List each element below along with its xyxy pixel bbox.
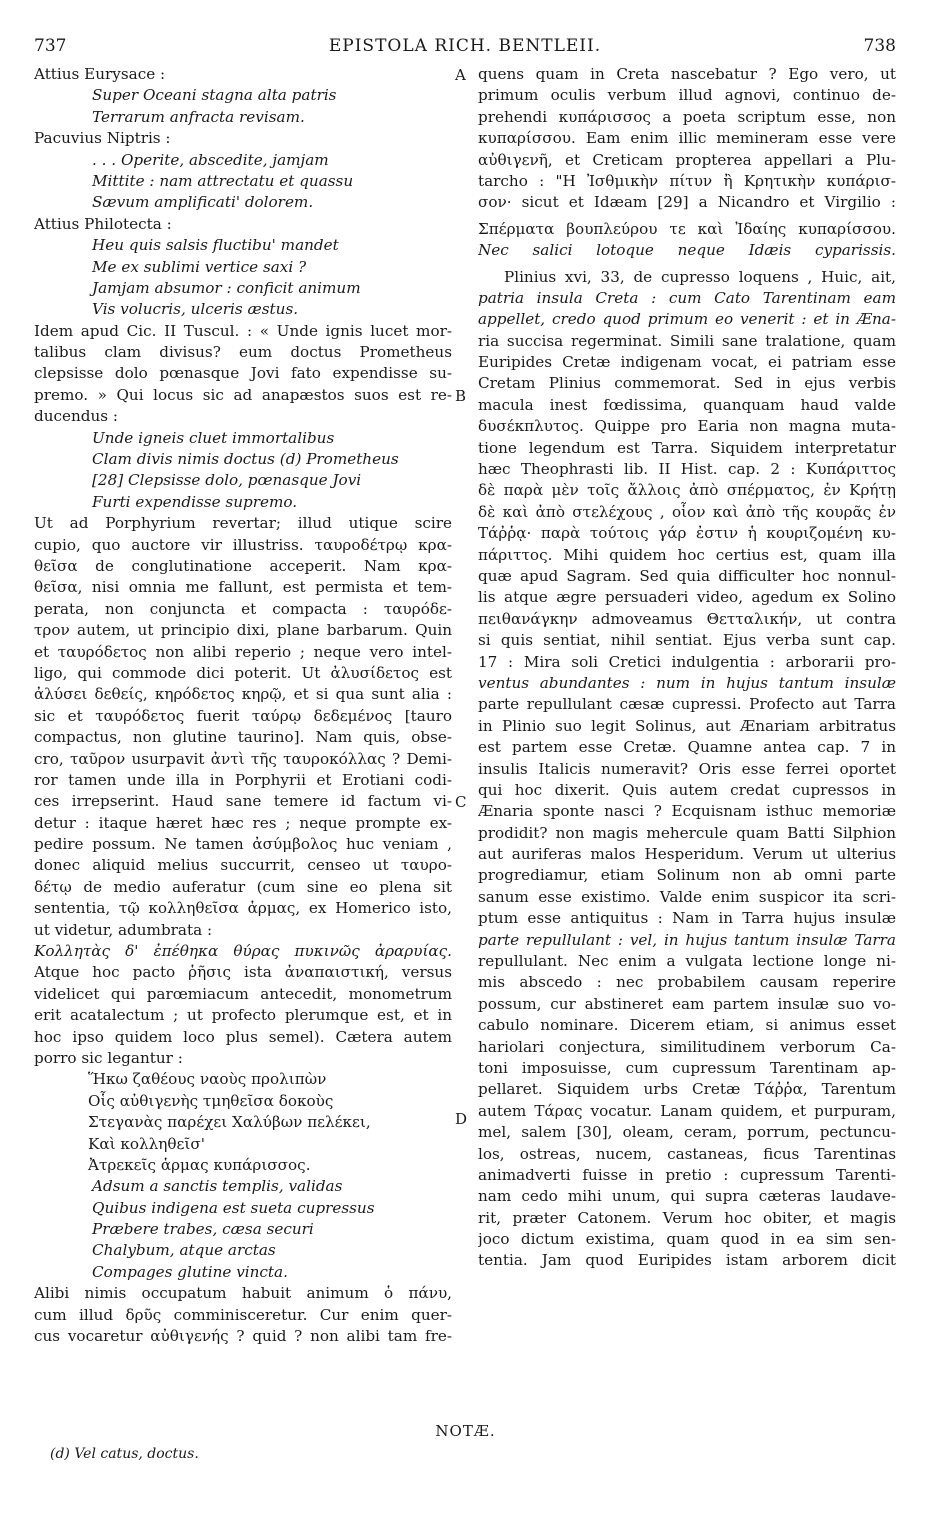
margin-marker-c: C xyxy=(455,793,467,811)
text-line: compactus, non glutine taurino]. Nam quis, obse- xyxy=(34,728,452,747)
margin-marker-b: B xyxy=(455,387,467,405)
text-line: Me ex sublimi vertice saxi ? xyxy=(92,257,307,276)
text-line: . . . Operite, abscedite, jamjam xyxy=(92,150,329,169)
text-line: lis atque ægre persuaderi video, agedum ex Solino xyxy=(478,588,896,607)
text-line: δὲ καὶ ἀπὸ στελέχους , οἷον καὶ ἀπὸ τῆς κουρᾶς ἐν xyxy=(478,502,896,521)
text-line: erit acatalectum ; ut profecto plerumque est, et in xyxy=(34,1006,452,1025)
text-line: Σπέρματα βουπλεύρου τε καὶ Ἰδαίης κυπαρίσσου. xyxy=(478,219,896,238)
text-line: Vis volucris, ulceris æstus. xyxy=(92,300,299,319)
page-header xyxy=(34,36,896,62)
text-line: nam cedo mihi unum, qui supra cæteras laudave- xyxy=(478,1187,896,1206)
text-line: progrediamur, etiam Solinum non ab omni parte xyxy=(478,866,896,885)
text-line: Attius Eurysace : xyxy=(34,65,166,83)
text-line: pellaret. Siquidem urbs Cretæ Τάῤῥα, Tarentum xyxy=(478,1080,896,1099)
text-line: tione legendum est Tarra. Siquidem interpretatur xyxy=(478,438,896,457)
text-line: Idem apud Cic. II Tuscul. : « Unde ignis lucet mor- xyxy=(34,321,452,340)
text-line: κυπαρίσσου. Eam enim illic memineram esse vere xyxy=(478,129,896,148)
text-line: θεῖσα, nisi omnia me fallunt, est permista et tem- xyxy=(34,578,452,597)
text-line: Pacuvius Niptris : xyxy=(34,129,171,148)
text-line: Jamjam absumor : conficit animum xyxy=(92,278,361,297)
text-line: est partem esse Cretæ. Quamne antea cap. 7 in xyxy=(478,738,896,757)
text-line: sanum esse existimo. Valde enim suspicor ita scri- xyxy=(478,887,896,906)
text-line: ligo, qui commode dici poterit. Ut ἀλυσίδετος est xyxy=(34,663,452,682)
text-line: premo. » Qui locus sic ad anapæstos suos est re- xyxy=(34,385,452,404)
footnote: (d) Vel catus, doctus. xyxy=(50,1446,199,1462)
text-line: cupio, quo auctore vir illustriss. ταυροδέτρῳ κρα- xyxy=(34,535,452,554)
text-line: mel, salem [30], oleam, ceram, porrum, pectuncu- xyxy=(478,1123,896,1142)
text-line: animadverti fuisse in pretio : cupressum Tarenti- xyxy=(478,1165,896,1184)
text-line: possum, cur abstineret eam partem insulæ suo vo- xyxy=(478,994,896,1013)
text-line: Heu quis salsis fluctibu' mandet xyxy=(92,236,339,255)
text-line: quens quam in Creta nascebatur ? Ego vero, ut xyxy=(478,65,896,83)
text-line: tarcho : "Η Ἰσθμικὴν πίτυν ἢ Κρητικὴν κυπάρισ- xyxy=(478,171,896,190)
text-line: mis abscedo : nec probabilem causam reperire xyxy=(478,973,896,992)
text-line: sic et ταυρόδετος fuerit ταύρῳ δεδεμένος [tauro xyxy=(34,706,452,725)
text-line: prodidit? non magis mehercule quam Batti Silphion xyxy=(478,823,896,842)
text-line: Terrarum anfracta revisam. xyxy=(92,107,305,126)
text-line: Plinius xvi, 33, de cupresso loquens , Huic, ait, xyxy=(504,267,896,286)
text-line: parte repullulant : vel, in hujus tantum insulæ Tarra xyxy=(478,930,896,949)
text-line: Super Oceani stagna alta patris xyxy=(92,86,337,105)
text-line: πειθανάγκην admoveamus Θετταλικήν, ut contra xyxy=(478,609,896,628)
margin-marker-a: A xyxy=(455,66,466,84)
text-line: Furti expendisse supremo. xyxy=(92,492,298,511)
running-title: EPISTOLA RICH. BENTLEII. xyxy=(328,36,602,56)
text-line: cabulo nominare. Dicerem etiam, si animus esset xyxy=(478,1016,896,1035)
text-line: donec aliquid melius succurrit, censeo ut ταυρο- xyxy=(34,856,452,875)
text-line: Præbere trabes, cæsa securi xyxy=(92,1220,314,1239)
text-line: ptum esse antiquitus : Nam in Tarra hujus insulæ xyxy=(478,909,896,928)
text-line: insulis Italicis numeravit? Oris esse ferrei oportet xyxy=(478,759,896,778)
text-line: pedire possum. Ne tamen ἀσύμβολος huc veniam , xyxy=(34,835,452,854)
text-line: δυσέκπλυτος. Quippe pro Earia non magna muta- xyxy=(478,417,896,436)
text-line: Atque hoc pacto ῥῆσις ista ἀναπαιστική, versus xyxy=(34,963,452,982)
text-line: Ἥκω ζαθέους ναοὺς προλιπὼν xyxy=(88,1070,327,1089)
text-line: rit, præter Catonem. Verum hoc obiter, et magis xyxy=(478,1208,896,1227)
text-line: ror tamen unde illa in Porphyrii et Erotiani codi- xyxy=(34,770,452,789)
text-line: clepsisse dolo pœnasque Jovi fato expendisse su- xyxy=(34,364,452,383)
text-line: et ταυρόδετος non alibi reperio ; neque vero intel- xyxy=(34,642,452,661)
text-line: ducendus : xyxy=(34,407,119,426)
page-number-right: 738 xyxy=(863,36,896,56)
text-line: hæc Theophrasti lib. II Hist. cap. 2 : Κυπάριττος xyxy=(478,460,896,479)
text-line: ut videtur, adumbrata : xyxy=(34,920,213,939)
text-line: Ænaria sponte nasci ? Ecquisnam isthuc memoriæ xyxy=(478,802,896,821)
text-line: δέτῳ de medio auferatur (cum sine eo plena sit xyxy=(34,877,452,896)
text-line: in Plinio suo legit Solinus, aut Ænariam arbitratus xyxy=(478,716,896,735)
text-line: Ἀτρεκεῖς ἁρμας κυπάρισσος. xyxy=(88,1155,311,1174)
text-line: [28] Clepsisse dolo, pœnasque Jovi xyxy=(92,471,362,490)
text-line: los, ostreas, nucem, castaneas, ficus Tarentinas xyxy=(478,1144,896,1163)
text-line: αὐθιγενῆ, et Creticam propterea appellari a Plu- xyxy=(478,150,896,169)
text-line: sententia, τῷ κολληθεῖσα ἁρμας, ex Homerico isto, xyxy=(34,899,452,918)
text-line: videlicet qui parœmiacum antecedit, monometrum xyxy=(34,984,452,1003)
text-line: Κολλητὰς δ' ἐπέθηκα θύρας πυκινῶς ἀραρυίας. xyxy=(34,942,452,961)
text-line: Unde igneis cluet immortalibus xyxy=(92,428,335,447)
text-line: ἀλύσει δεθείς, κηρόδετος κηρῷ, et si qua sunt alia : xyxy=(34,685,452,704)
text-line: Στεγανὰς παρέχει Χαλύβων πελέκει, xyxy=(88,1113,371,1132)
text-line: joco dictum existima, quam quod in ea sim sen- xyxy=(478,1230,896,1249)
text-line: quæ apud Sagram. Sed quia difficulter hoc nonnul- xyxy=(478,566,896,585)
left-column xyxy=(34,64,452,1347)
text-line: ria succisa regerminat. Simili sane tralatione, quam xyxy=(478,331,896,350)
text-line: ces irrepserint. Haud sane temere id factum vi- xyxy=(34,792,452,811)
text-line: σον· sicut et Idæam [29] a Nicandro et Virgilio : xyxy=(478,193,896,212)
text-line: θεῖσα de conglutinatione acceperit. Nam κρα- xyxy=(34,556,452,575)
text-line: τρον autem, ut principio dixi, plane barbarum. Quin xyxy=(34,621,452,640)
text-line: qui hoc dixerit. Quis autem credat cupressos in xyxy=(478,780,896,799)
text-line: δὲ παρὰ μὲν τοῖς ἄλλοις ἀπὸ σπέρματος, ἐν Κρήτῃ xyxy=(478,481,896,500)
text-line: Mittite : nam attrectatu et quassu xyxy=(92,171,354,190)
text-line: 17 : Mira soli Cretici indulgentia : arborarii pro- xyxy=(478,652,896,671)
text-line: si quis sentiat, nihil sentiat. Ejus verba sunt cap. xyxy=(478,631,896,650)
text-line: Quibus indigena est sueta cupressus xyxy=(92,1198,375,1217)
text-line: hoc ipso quidem loco plus semel). Cætera autem xyxy=(34,1027,452,1046)
text-line: cum illud δρῦς comminisceretur. Cur enim quer- xyxy=(34,1305,452,1324)
text-line: tentia. Jam quod Euripides istam arborem dicit xyxy=(478,1251,896,1270)
text-line: Euripides Cretæ indigenam vocat, ei patriam esse xyxy=(478,353,896,372)
text-line: prehendi κυπάρισσος a poeta scriptum esse, non xyxy=(478,107,896,126)
text-line: ventus abundantes : num in hujus tantum insulæ xyxy=(478,673,896,692)
text-line: Καὶ κολληθεῖσ' xyxy=(88,1134,205,1153)
text-line: hariolari conjectura, similitudinem verborum Ca- xyxy=(478,1037,896,1056)
text-line: Clam divis nimis doctus (d) Prometheus xyxy=(92,450,399,469)
text-line: cro, ταῦρον usurpavit ἀντὶ τῆς ταυροκόλλας ? Demi- xyxy=(34,749,452,768)
text-line: Nec salici lotoque neque Idæis cyparissis. xyxy=(478,241,896,260)
text-line: macula inest fœdissima, quanquam haud valde xyxy=(478,395,896,414)
right-column xyxy=(478,64,896,1272)
page-number-left: 737 xyxy=(34,36,67,56)
text-line: cus vocaretur αὐθιγενής ? quid ? non alibi tam fre- xyxy=(34,1327,452,1346)
text-line: primum oculis verbum illud agnovi, continuo de- xyxy=(478,86,896,105)
notes-heading: NOTÆ. xyxy=(435,1422,496,1440)
text-line: perata, non conjuncta et compacta : ταυρόδε- xyxy=(34,599,452,618)
margin-marker-d: D xyxy=(455,1110,468,1128)
text-line: appellet, credo quod primum eo venerit : et in Æna- xyxy=(478,310,896,329)
text-line: detur : itaque hæret hæc res ; neque prompte ex- xyxy=(34,813,452,832)
text-line: repullulant. Nec enim a vulgata lectione longe ni- xyxy=(478,952,896,971)
text-line: porro sic legantur : xyxy=(34,1048,183,1067)
text-line: Τάῤῥᾳ· παρὰ τούτοις γάρ ἐστιν ἡ κουριζομένη κυ- xyxy=(478,524,896,543)
text-line: Adsum a sanctis templis, validas xyxy=(92,1177,343,1196)
text-line: talibus clam divisus? eum doctus Prometheus xyxy=(34,343,452,362)
text-line: autem Τάρας vocatur. Lanam quidem, et purpuram, xyxy=(478,1101,896,1120)
text-line: πάριττος. Mihi quidem hoc certius est, quam illa xyxy=(478,545,896,564)
text-line: Alibi nimis occupatum habuit animum ὁ πάνυ, xyxy=(34,1284,452,1303)
text-line: Ut ad Porphyrium revertar; illud utique scire xyxy=(34,514,452,533)
text-line: Cretam Plinius commemorat. Sed in ejus verbis xyxy=(478,374,896,393)
text-line: aut auriferas malos Hesperidum. Verum ut ulterius xyxy=(478,845,896,864)
text-line: Chalybum, atque arctas xyxy=(92,1241,276,1260)
text-line: Sævum amplificati' dolorem. xyxy=(92,193,314,212)
text-line: patria insula Creta : cum Cato Tarentinam eam xyxy=(478,288,896,307)
text-line: toni imposuisse, cum cupressum Tarentinam ap- xyxy=(478,1058,896,1077)
text-line: Attius Philotecta : xyxy=(34,214,172,233)
text-line: Compages glutine vincta. xyxy=(92,1262,288,1281)
text-line: parte repullulant cæsæ cupressi. Profecto aut Tarra xyxy=(478,695,896,714)
text-line: Οἷς αὐθιγενὴς τμηθεῖσα δοκοὺς xyxy=(88,1091,334,1110)
